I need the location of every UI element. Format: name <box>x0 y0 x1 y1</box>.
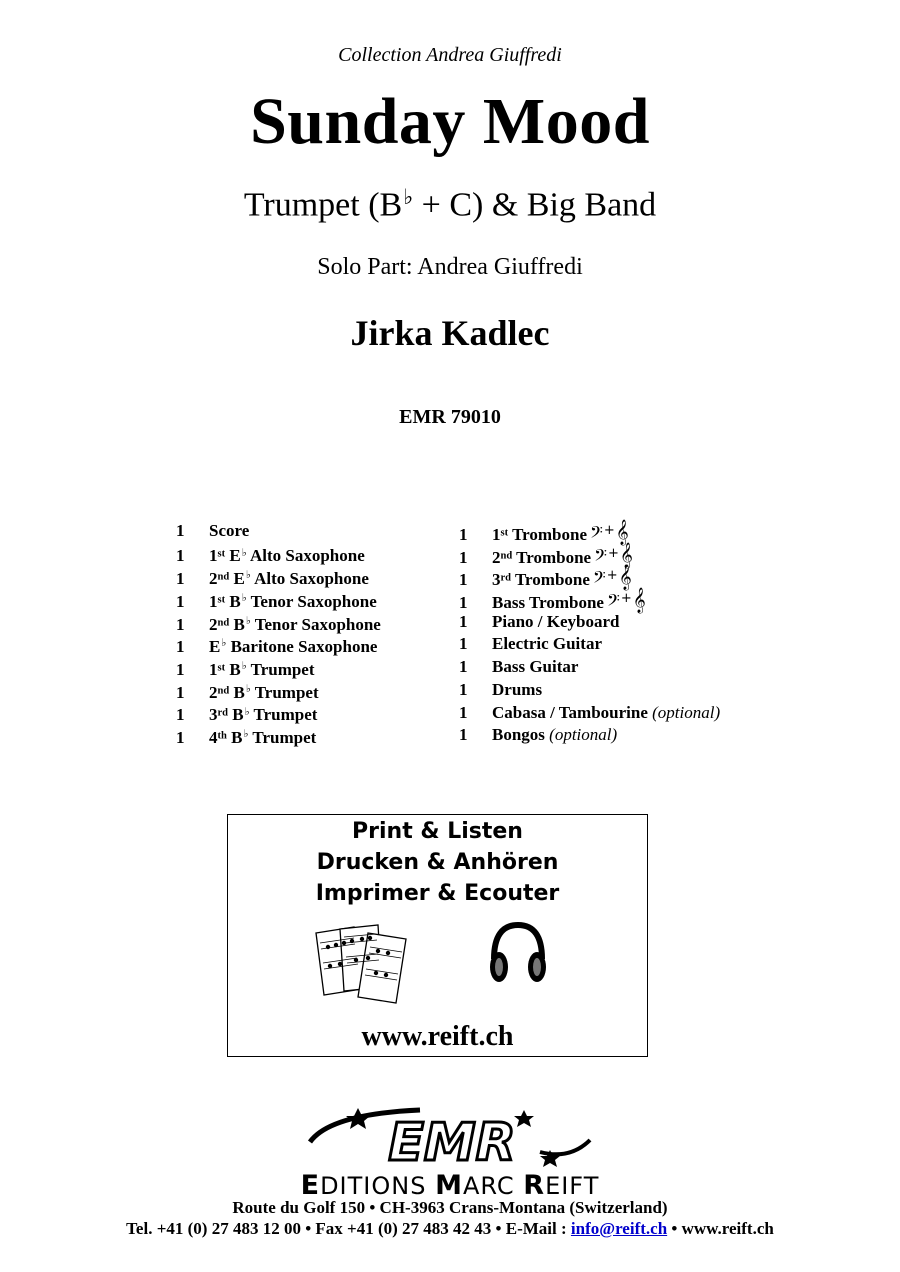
part-key: B <box>229 659 241 679</box>
part-key: E <box>209 637 221 657</box>
treble-clef-icon: 𝄞 <box>619 542 633 568</box>
flat-sign: ♭ <box>243 729 249 741</box>
part-row <box>176 656 381 679</box>
promo-line-en: Print & Listen <box>352 819 523 844</box>
promo-line-fr: Imprimer & Ecouter <box>315 881 560 906</box>
part-instrument: Alto Saxophone <box>246 546 365 566</box>
part-row <box>459 588 720 615</box>
ordinal-suffix: nd <box>217 571 230 583</box>
part-name <box>492 542 633 569</box>
part-quantity: 1 <box>176 727 185 747</box>
part-quantity: 1 <box>176 546 185 566</box>
part-name <box>209 705 317 724</box>
part-quantity: 1 <box>176 705 185 725</box>
part-name <box>492 680 542 699</box>
part-instrument: Tenor Saxophone <box>250 614 381 634</box>
part-quantity: 1 <box>459 657 468 677</box>
part-instrument: Tenor Saxophone <box>246 591 377 611</box>
part-quantity: 1 <box>459 547 468 567</box>
part-quantity: 1 <box>459 634 468 654</box>
part-key: E <box>233 569 245 589</box>
ordinal-suffix: rd <box>217 707 229 719</box>
part-row <box>176 611 381 634</box>
part-quantity: 1 <box>176 682 185 702</box>
part-name <box>209 615 381 634</box>
treble-clef-icon: 𝄞 <box>632 588 646 614</box>
part-quantity: 1 <box>176 614 185 634</box>
treble-clef-icon: 𝄞 <box>615 520 629 545</box>
address: Route du Golf 150 • CH-3963 Crans-Montana (Switzerland) <box>232 1198 668 1217</box>
plus-sign: + <box>603 523 615 538</box>
part-row <box>176 543 381 566</box>
solo-part: Solo Part: Andrea Giuffredi <box>317 254 583 280</box>
page-title: Sunday Mood <box>250 85 650 158</box>
part-row <box>459 633 720 656</box>
part-instrument: Bass Trombone <box>492 593 604 613</box>
emr-logo <box>240 1102 660 1172</box>
publisher-initial: E <box>300 1170 321 1201</box>
part-ordinal: 1 <box>492 525 501 544</box>
part-instrument: Score <box>209 521 250 540</box>
part-quantity: 1 <box>176 659 185 679</box>
catalog-number: EMR 79010 <box>399 406 501 428</box>
contact-phone-fax: Tel. +41 (0) 27 483 12 00 • Fax +41 (0) 27 483 42 43 • E-Mail : <box>126 1219 571 1238</box>
ordinal-suffix: nd <box>217 684 230 696</box>
part-quantity: 1 <box>176 591 185 611</box>
part-row <box>459 724 720 747</box>
part-quantity: 1 <box>459 593 468 613</box>
part-row <box>459 542 720 569</box>
part-quantity: 1 <box>459 611 468 631</box>
flat-sign: ♭ <box>245 615 251 627</box>
promo-line-de: Drucken & Anhören <box>316 850 559 875</box>
part-ordinal: 2 <box>209 682 218 702</box>
part-quantity: 1 <box>176 637 185 657</box>
part-quantity: 1 <box>459 679 468 699</box>
bass-clef-icon: 𝄢 <box>592 567 606 592</box>
part-instrument: Trumpet <box>248 727 317 747</box>
logo-text: EMR <box>388 1113 516 1172</box>
part-quantity: 1 <box>459 525 468 544</box>
part-row <box>459 611 720 634</box>
part-key: B <box>233 682 245 702</box>
part-row <box>459 565 720 592</box>
part-row <box>176 565 381 588</box>
part-ordinal: 2 <box>209 569 218 589</box>
part-quantity: 1 <box>459 725 468 745</box>
part-instrument: Trumpet <box>246 659 315 679</box>
part-instrument: Drums <box>492 679 543 699</box>
part-row <box>459 656 720 679</box>
flat-sign: ♭ <box>241 593 247 605</box>
part-name <box>492 634 602 653</box>
part-name <box>209 728 316 747</box>
publisher-word: ARC <box>462 1172 524 1200</box>
part-row <box>459 520 720 546</box>
part-row <box>176 679 381 702</box>
part-name <box>209 637 377 656</box>
part-name <box>209 521 249 540</box>
optional-note: (optional) <box>544 725 618 745</box>
publisher-name <box>0 1170 900 1201</box>
part-ordinal: 2 <box>209 614 218 634</box>
ordinal-suffix: st <box>217 662 226 674</box>
ordinal-suffix: st <box>217 594 226 606</box>
part-name <box>209 683 319 702</box>
part-name <box>209 569 369 588</box>
flat-sign: ♭ <box>244 706 250 718</box>
part-key: B <box>231 727 243 747</box>
optional-note: (optional) <box>647 702 721 722</box>
part-instrument: Trombone <box>514 570 590 590</box>
ordinal-suffix: nd <box>217 616 230 628</box>
contact-line <box>0 1219 900 1239</box>
part-name <box>209 546 365 565</box>
part-instrument: Trumpet <box>250 682 319 702</box>
headphones-icon <box>486 919 550 989</box>
flat-sign: ♭ <box>245 570 251 582</box>
part-key: B <box>233 614 245 634</box>
publisher-initial: M <box>435 1170 463 1201</box>
composer: Jirka Kadlec <box>350 313 550 353</box>
treble-clef-icon: 𝄞 <box>618 565 632 591</box>
part-instrument: Alto Saxophone <box>250 569 369 589</box>
part-name <box>492 612 620 631</box>
part-quantity: 1 <box>176 521 185 540</box>
publisher-word: DITIONS <box>320 1172 436 1200</box>
part-instrument: Trombone <box>512 525 587 544</box>
part-row <box>176 702 381 725</box>
part-ordinal: 3 <box>492 570 501 590</box>
part-name <box>492 703 720 722</box>
part-instrument: Cabasa / Tambourine <box>492 702 648 722</box>
part-instrument: Trumpet <box>249 705 318 725</box>
flat-sign: ♭ <box>221 638 227 650</box>
collection-name: Collection Andrea Giuffredi <box>338 44 562 66</box>
part-row <box>176 588 381 611</box>
part-row <box>176 724 381 747</box>
part-instrument: Piano / Keyboard <box>492 611 620 631</box>
part-row <box>176 633 381 656</box>
flat-sign: ♭ <box>241 547 247 559</box>
part-quantity: 1 <box>176 569 185 589</box>
part-instrument: Bongos <box>492 725 545 745</box>
part-ordinal: 1 <box>209 659 218 679</box>
part-name <box>492 565 632 592</box>
parts-list-left <box>176 520 381 747</box>
part-row <box>459 702 720 725</box>
part-quantity: 1 <box>459 702 468 722</box>
part-instrument: Baritone Saxophone <box>226 637 378 657</box>
part-name <box>492 657 578 676</box>
subtitle <box>0 184 900 225</box>
subtitle-end: + C) & Big Band <box>413 186 657 224</box>
part-name <box>492 520 629 546</box>
part-name <box>209 592 377 611</box>
bass-clef-icon: 𝄢 <box>594 544 607 569</box>
part-row <box>176 520 381 543</box>
ordinal-suffix: rd <box>500 572 512 584</box>
part-instrument: Bass Guitar <box>492 657 579 677</box>
plus-sign: + <box>620 591 632 607</box>
part-name <box>492 588 646 615</box>
ordinal-suffix: st <box>500 527 509 539</box>
plus-sign: + <box>606 568 618 584</box>
part-quantity: 1 <box>459 570 468 590</box>
ordinal-suffix: st <box>217 548 226 560</box>
plus-sign: + <box>607 545 619 561</box>
part-name <box>492 725 617 744</box>
flat-sign: ♭ <box>241 661 247 673</box>
part-ordinal: 1 <box>209 546 218 566</box>
part-key: E <box>229 546 241 566</box>
part-instrument: Trombone <box>516 547 592 567</box>
publisher-word: EIFT <box>545 1172 600 1200</box>
part-ordinal: 2 <box>492 547 501 567</box>
part-ordinal: 4 <box>209 727 218 747</box>
promo-url[interactable]: www.reift.ch <box>361 1021 514 1052</box>
flat-sign: ♭ <box>403 185 414 209</box>
sheet-music-icon <box>310 919 420 1005</box>
part-name <box>209 660 315 679</box>
ordinal-suffix: th <box>217 730 227 742</box>
bass-clef-icon: 𝄢 <box>606 590 620 615</box>
parts-list-right <box>459 520 720 747</box>
ordinal-suffix: nd <box>500 549 513 561</box>
part-ordinal: 1 <box>209 591 218 611</box>
contact-website: • www.reift.ch <box>667 1219 774 1238</box>
publisher-initial: R <box>523 1170 546 1201</box>
part-row <box>459 679 720 702</box>
part-key: B <box>232 705 244 725</box>
part-ordinal: 3 <box>209 705 218 725</box>
subtitle-start: Trumpet (B <box>243 186 403 224</box>
email-link[interactable]: info@reift.ch <box>570 1219 668 1238</box>
part-key: B <box>229 591 241 611</box>
flat-sign: ♭ <box>245 683 251 695</box>
part-instrument: Electric Guitar <box>492 634 602 654</box>
bass-clef-icon: 𝄢 <box>590 522 603 546</box>
print-listen-box <box>227 814 648 1057</box>
